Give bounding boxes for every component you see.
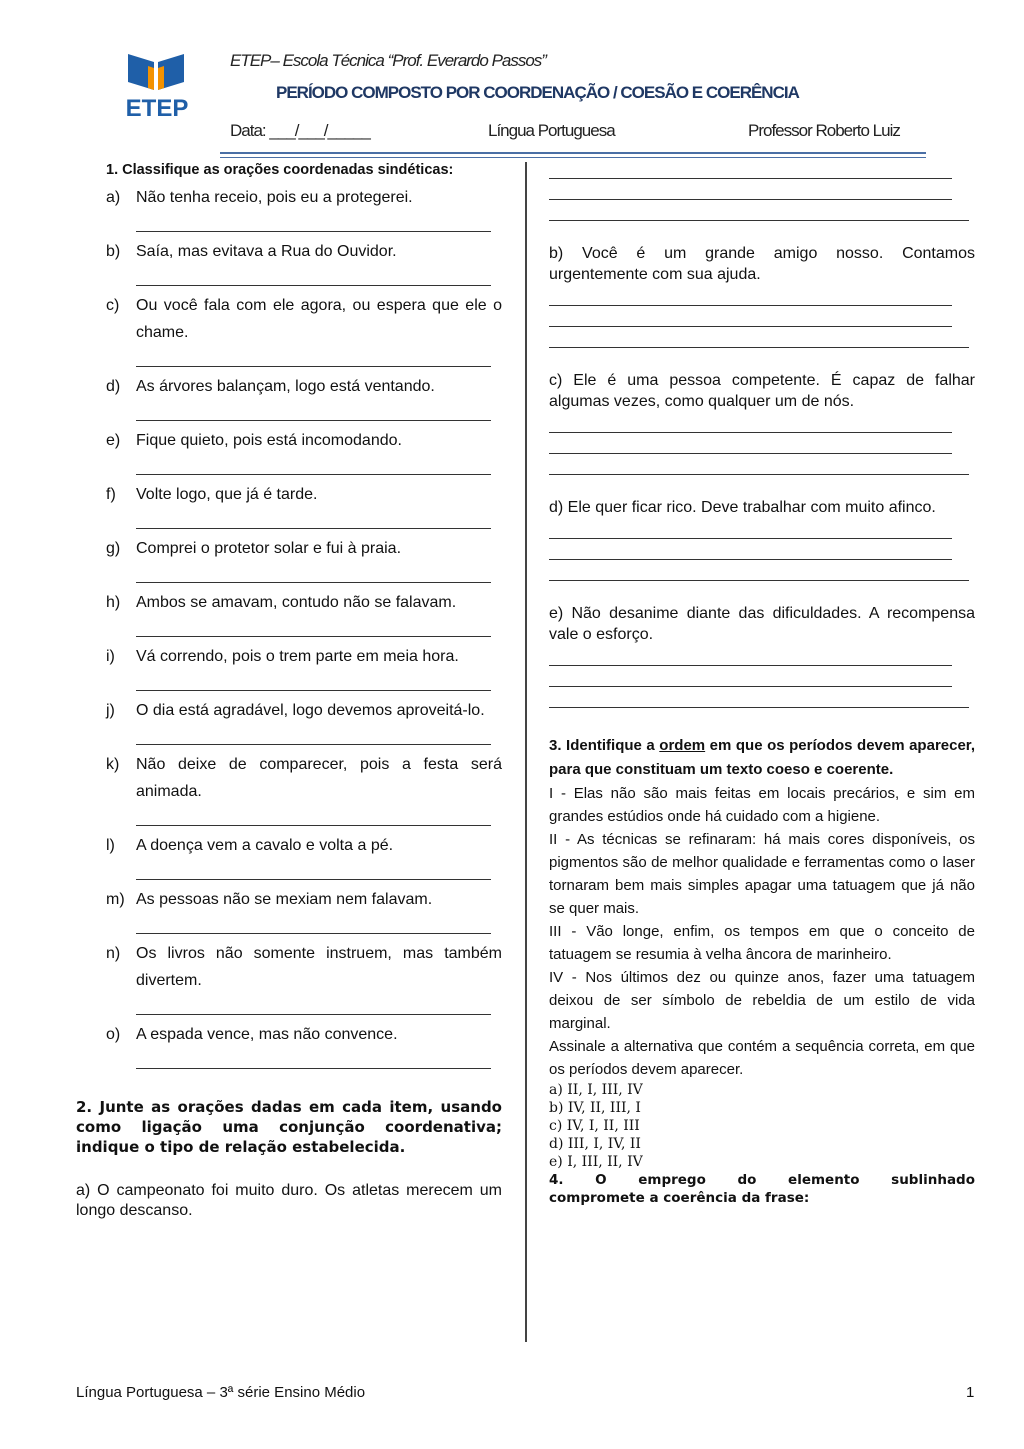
question-3-period-3: III - Vão longe, enfim, os tempos em que o conceito de tatuagem se resumia à velha âncora de marinheiro.	[549, 923, 975, 963]
answer-line[interactable]	[136, 730, 491, 745]
answer-line[interactable]	[549, 645, 952, 666]
answer-line[interactable]	[136, 865, 491, 880]
answer-lines-e	[549, 645, 975, 708]
column-divider	[525, 162, 527, 1342]
option-b[interactable]: b) IV, II, III, I	[549, 1100, 641, 1116]
question-2-title: 2. Junte as orações dadas em cada item, usando como ligação uma conjunção coordenativa; indique o tipo de relação estabelecida.	[76, 1098, 502, 1156]
answer-line[interactable]	[549, 433, 952, 454]
answer-line[interactable]	[136, 514, 491, 529]
answer-line[interactable]	[136, 919, 491, 934]
exercise-item	[76, 1021, 502, 1069]
item-text: Saía, mas evitava a Rua do Ouvidor.	[136, 243, 397, 260]
item-letter: i)	[106, 648, 115, 665]
answer-line[interactable]	[549, 412, 952, 433]
item-text: As árvores balançam, logo está ventando.	[136, 378, 435, 395]
question-1-list	[76, 184, 502, 1069]
exercise-item	[76, 184, 502, 232]
item-letter: n)	[106, 945, 121, 962]
exercise-item	[76, 832, 502, 880]
answer-line[interactable]	[549, 200, 969, 221]
item-letter: l)	[106, 837, 115, 854]
item-text: A doença vem a cavalo e volta a pé.	[136, 837, 394, 854]
item-text: O dia está agradável, logo devemos aproveitá-lo.	[136, 702, 485, 719]
etep-logo	[118, 50, 196, 120]
question-3-period-2: II - As técnicas se refinaram: há mais cores disponíveis, os pigmentos são de melhor qualidade e ferramentas como o laser tornaram bem mais simples apagar uma tatuagem que já não se quer mais.	[549, 831, 975, 917]
underlined-word: ordem	[659, 737, 706, 754]
item-letter: a)	[106, 189, 121, 206]
item-letter: f)	[106, 486, 116, 503]
answer-line[interactable]	[549, 539, 952, 560]
item-text: As pessoas não se mexiam nem falavam.	[136, 891, 433, 908]
exercise-item	[76, 427, 502, 475]
item-text: Comprei o protetor solar e fui à praia.	[136, 540, 402, 557]
item-letter: c)	[106, 297, 120, 314]
exercise-item	[76, 535, 502, 583]
item-letter: g)	[106, 540, 121, 557]
question-2-item-d: d) Ele quer ficar rico. Deve trabalhar com muito afinco.	[549, 499, 936, 516]
answer-line[interactable]	[136, 1000, 491, 1015]
school-name: ETEP– Escola Técnica “Prof. Everardo Passos”	[230, 51, 546, 70]
left-column	[76, 160, 502, 1221]
exercise-item	[76, 373, 502, 421]
exercise-item	[76, 751, 502, 826]
option-d[interactable]: d) III, I, IV, II	[549, 1136, 641, 1152]
option-a[interactable]: a) II, I, III, IV	[549, 1082, 643, 1098]
svg-text:ETEP: ETEP	[125, 95, 189, 120]
answer-line[interactable]	[549, 285, 952, 306]
item-text: Ou você fala com ele agora, ou espera que ele o chame.	[136, 297, 502, 341]
item-text: Não tenha receio, pois eu a protegerei.	[136, 189, 413, 206]
answer-line[interactable]	[136, 352, 491, 367]
answer-line[interactable]	[136, 406, 491, 421]
question-1-title: 1. Classifique as orações coordenadas sindéticas:	[106, 162, 454, 178]
item-text: Fique quieto, pois está incomodando.	[136, 432, 402, 449]
answer-line[interactable]	[136, 811, 491, 826]
item-letter: e)	[106, 432, 121, 449]
item-letter: j)	[106, 702, 115, 719]
question-2-item-a: a) O campeonato foi muito duro. Os atletas merecem um longo descanso.	[76, 1182, 502, 1219]
page-number: 1	[966, 1384, 975, 1401]
item-text: A espada vence, mas não convence.	[136, 1026, 398, 1043]
item-letter: o)	[106, 1026, 121, 1043]
exercise-item	[76, 886, 502, 934]
answer-line[interactable]	[136, 676, 491, 691]
exercise-item	[76, 697, 502, 745]
exercise-item	[76, 292, 502, 367]
question-2-item-b: b) Você é um grande amigo nosso. Contamos urgentemente com sua ajuda.	[549, 245, 975, 283]
question-3-options	[549, 1081, 975, 1171]
answer-lines-b	[549, 285, 975, 348]
footer-text: Língua Portuguesa – 3ª série Ensino Médio	[76, 1384, 366, 1401]
answer-line[interactable]	[136, 568, 491, 583]
question-3-period-4: IV - Nos últimos dez ou quinze anos, fazer uma tatuagem deixou de ser símbolo de rebeldia de um estilo de vida marginal.	[549, 969, 975, 1032]
item-letter: m)	[106, 891, 125, 908]
question-2-item-c: c) Ele é uma pessoa competente. É capaz de falhar algumas vezes, como qualquer um de nós.	[549, 372, 975, 410]
exercise-item	[76, 589, 502, 637]
item-letter: k)	[106, 756, 120, 773]
item-text: Os livros não somente instruem, mas também divertem.	[136, 945, 502, 989]
item-text: Vá correndo, pois o trem parte em meia hora.	[136, 648, 459, 665]
header-divider	[220, 152, 926, 154]
answer-line[interactable]	[549, 666, 952, 687]
exercise-item	[76, 940, 502, 1015]
question-3-title: 3. Identifique a ordem em que os períodos devem aparecer, para que constituam um texto coeso e coerente.	[549, 737, 975, 778]
answer-line[interactable]	[549, 327, 969, 348]
option-c[interactable]: c) IV, I, II, III	[549, 1118, 640, 1134]
question-3-period-1: I - Elas não são mais feitas em locais precários, e sim em grandes estúdios onde há cuidado com a higiene.	[549, 785, 975, 825]
item-text: Volte logo, que já é tarde.	[136, 486, 318, 503]
item-text: Ambos se amavam, contudo não se falavam.	[136, 594, 457, 611]
page-title: PERÍODO COMPOSTO POR COORDENAÇÃO / COESÃO E COERÊNCIA	[276, 83, 799, 102]
answer-line[interactable]	[549, 687, 969, 708]
exercise-item	[76, 643, 502, 691]
item-letter: h)	[106, 594, 121, 611]
answer-line[interactable]	[136, 460, 491, 475]
answer-line[interactable]	[549, 306, 952, 327]
answer-lines-a	[549, 158, 975, 221]
answer-line[interactable]	[549, 158, 952, 179]
right-column	[549, 160, 980, 1207]
answer-line[interactable]	[136, 622, 491, 637]
answer-line[interactable]	[136, 217, 491, 232]
answer-line[interactable]	[136, 271, 491, 286]
answer-line[interactable]	[549, 454, 969, 475]
exercise-item	[76, 238, 502, 286]
option-e[interactable]: e) I, III, II, IV	[549, 1154, 643, 1170]
exercise-item	[76, 481, 502, 529]
answer-line[interactable]	[136, 1054, 491, 1069]
answer-line[interactable]	[549, 179, 952, 200]
answer-line[interactable]	[549, 518, 952, 539]
teacher-label: Professor Roberto Luiz	[748, 121, 900, 140]
item-letter: d)	[106, 378, 121, 395]
question-3-instruction: Assinale a alternativa que contém a sequência correta, em que os períodos devem aparecer.	[549, 1038, 975, 1078]
answer-line[interactable]	[549, 560, 969, 581]
subject-label: Língua Portuguesa	[488, 121, 615, 140]
date-field: Data: ___/___/_____	[230, 121, 370, 140]
item-letter: b)	[106, 243, 121, 260]
question-4-title: 4. O emprego do elemento sublinhado compromete a coerência da frase:	[549, 1172, 980, 1206]
answer-lines-d	[549, 518, 975, 581]
item-text: Não deixe de comparecer, pois a festa será animada.	[136, 756, 502, 800]
answer-lines-c	[549, 412, 975, 475]
question-2-item-e: e) Não desanime diante das dificuldades. A recompensa vale o esforço.	[549, 605, 975, 643]
